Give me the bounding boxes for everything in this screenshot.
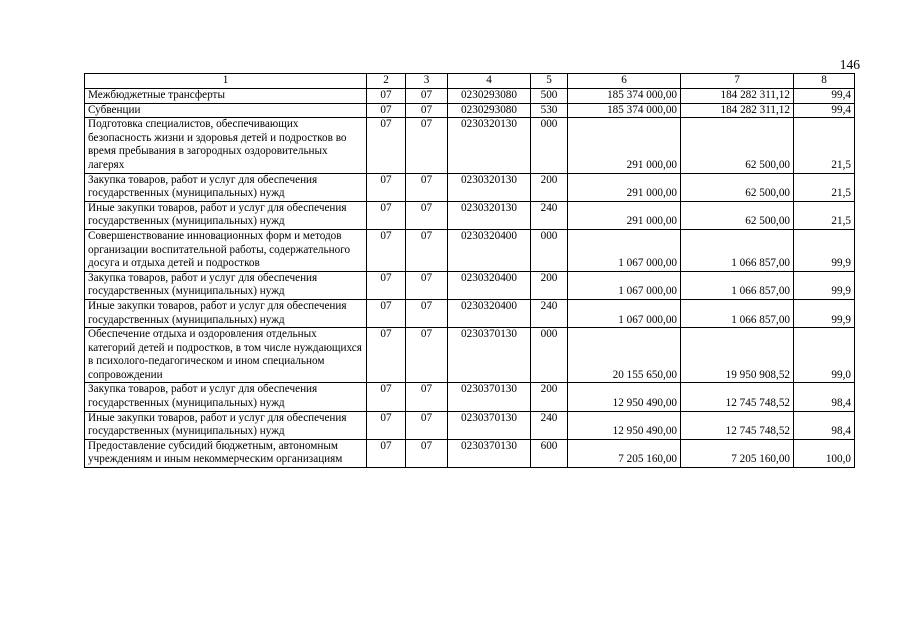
section-code: 07: [367, 328, 406, 383]
planned-amount: 185 374 000,00: [568, 103, 681, 118]
item-name: Иные закупки товаров, работ и услуг для обеспечения государственных (муниципальных) нужд: [85, 299, 367, 327]
section-code: 07: [367, 299, 406, 327]
item-name: Иные закупки товаров, работ и услуг для обеспечения государственных (муниципальных) нужд: [85, 411, 367, 439]
planned-amount: 1 067 000,00: [568, 229, 681, 271]
expense-type-code: 200: [531, 383, 568, 411]
subsection-code: 07: [406, 439, 448, 467]
executed-amount: 19 950 908,52: [681, 328, 794, 383]
subsection-code: 07: [406, 173, 448, 201]
section-code: 07: [367, 173, 406, 201]
item-name: Совершенствование инновационных форм и методов организации воспитательной работы, содержательного досуга и отдыха детей и подростков: [85, 229, 367, 271]
table-row: [85, 103, 855, 118]
subsection-code: 07: [406, 328, 448, 383]
table-row: [85, 299, 855, 327]
target-article-code: 0230320400: [448, 271, 531, 299]
subsection-code: 07: [406, 383, 448, 411]
subsection-code: 07: [406, 299, 448, 327]
item-name: Закупка товаров, работ и услуг для обеспечения государственных (муниципальных) нужд: [85, 383, 367, 411]
target-article-code: 0230320130: [448, 118, 531, 173]
item-name: Иные закупки товаров, работ и услуг для обеспечения государственных (муниципальных) нужд: [85, 201, 367, 229]
table-row: [85, 173, 855, 201]
subsection-code: 07: [406, 411, 448, 439]
header-row: [85, 74, 855, 89]
header-cell: 3: [406, 74, 448, 89]
expense-type-code: 000: [531, 328, 568, 383]
item-name: Субвенции: [85, 103, 367, 118]
execution-percent: 98,4: [794, 411, 855, 439]
section-code: 07: [367, 229, 406, 271]
executed-amount: 12 745 748,52: [681, 383, 794, 411]
expense-type-code: 000: [531, 118, 568, 173]
executed-amount: 1 066 857,00: [681, 299, 794, 327]
target-article-code: 0230320130: [448, 173, 531, 201]
executed-amount: 1 066 857,00: [681, 271, 794, 299]
subsection-code: 07: [406, 118, 448, 173]
target-article-code: 0230370130: [448, 328, 531, 383]
header-cell: 5: [531, 74, 568, 89]
header-cell: 6: [568, 74, 681, 89]
expense-type-code: 240: [531, 299, 568, 327]
expense-type-code: 500: [531, 89, 568, 104]
item-name: Закупка товаров, работ и услуг для обеспечения государственных (муниципальных) нужд: [85, 173, 367, 201]
executed-amount: 62 500,00: [681, 118, 794, 173]
section-code: 07: [367, 103, 406, 118]
page-number: 146: [839, 57, 860, 72]
table-row: [85, 411, 855, 439]
target-article-code: 0230320130: [448, 201, 531, 229]
execution-percent: 99,9: [794, 229, 855, 271]
table-row: [85, 89, 855, 104]
executed-amount: 12 745 748,52: [681, 411, 794, 439]
execution-percent: 100,0: [794, 439, 855, 467]
planned-amount: 291 000,00: [568, 201, 681, 229]
item-name: Подготовка специалистов, обеспечивающих безопасность жизни и здоровья детей и подростков во время пребывания в загородных оздоровительных лагерях: [85, 118, 367, 173]
subsection-code: 07: [406, 271, 448, 299]
table-row: [85, 229, 855, 271]
execution-percent: 99,9: [794, 299, 855, 327]
item-name: Предоставление субсидий бюджетным, автономным учреждениям и иным некоммерческим организациям: [85, 439, 367, 467]
header-cell: 7: [681, 74, 794, 89]
header-cell: 4: [448, 74, 531, 89]
expense-type-code: 200: [531, 271, 568, 299]
item-name: Обеспечение отдыха и оздоровления отдельных категорий детей и подростков, в том числе нуждающихся в психолого-педагогическом и ином специальном сопровождении: [85, 328, 367, 383]
section-code: 07: [367, 411, 406, 439]
section-code: 07: [367, 439, 406, 467]
section-code: 07: [367, 118, 406, 173]
planned-amount: 7 205 160,00: [568, 439, 681, 467]
planned-amount: 12 950 490,00: [568, 411, 681, 439]
execution-percent: 21,5: [794, 173, 855, 201]
expense-type-code: 200: [531, 173, 568, 201]
execution-percent: 99,4: [794, 103, 855, 118]
section-code: 07: [367, 383, 406, 411]
executed-amount: 62 500,00: [681, 173, 794, 201]
executed-amount: 1 066 857,00: [681, 229, 794, 271]
execution-percent: 21,5: [794, 201, 855, 229]
table-row: [85, 383, 855, 411]
header-cell: 8: [794, 74, 855, 89]
table-row: [85, 328, 855, 383]
expense-type-code: 530: [531, 103, 568, 118]
section-code: 07: [367, 201, 406, 229]
planned-amount: 20 155 650,00: [568, 328, 681, 383]
target-article-code: 0230370130: [448, 411, 531, 439]
target-article-code: 0230293080: [448, 89, 531, 104]
subsection-code: 07: [406, 89, 448, 104]
expense-type-code: 000: [531, 229, 568, 271]
table-row: [85, 271, 855, 299]
subsection-code: 07: [406, 201, 448, 229]
planned-amount: 12 950 490,00: [568, 383, 681, 411]
header-cell: 2: [367, 74, 406, 89]
executed-amount: 7 205 160,00: [681, 439, 794, 467]
executed-amount: 184 282 311,12: [681, 89, 794, 104]
budget-table: [84, 73, 855, 468]
target-article-code: 0230320400: [448, 299, 531, 327]
expense-type-code: 240: [531, 411, 568, 439]
section-code: 07: [367, 271, 406, 299]
target-article-code: 0230370130: [448, 439, 531, 467]
execution-percent: 99,9: [794, 271, 855, 299]
item-name: Межбюджетные трансферты: [85, 89, 367, 104]
executed-amount: 62 500,00: [681, 201, 794, 229]
expense-type-code: 240: [531, 201, 568, 229]
table-row: [85, 118, 855, 173]
planned-amount: 1 067 000,00: [568, 299, 681, 327]
table-row: [85, 201, 855, 229]
target-article-code: 0230293080: [448, 103, 531, 118]
planned-amount: 1 067 000,00: [568, 271, 681, 299]
item-name: Закупка товаров, работ и услуг для обеспечения государственных (муниципальных) нужд: [85, 271, 367, 299]
execution-percent: 99,4: [794, 89, 855, 104]
subsection-code: 07: [406, 229, 448, 271]
subsection-code: 07: [406, 103, 448, 118]
target-article-code: 0230320400: [448, 229, 531, 271]
executed-amount: 184 282 311,12: [681, 103, 794, 118]
execution-percent: 98,4: [794, 383, 855, 411]
execution-percent: 99,0: [794, 328, 855, 383]
expense-type-code: 600: [531, 439, 568, 467]
planned-amount: 291 000,00: [568, 173, 681, 201]
section-code: 07: [367, 89, 406, 104]
planned-amount: 291 000,00: [568, 118, 681, 173]
table-row: [85, 439, 855, 467]
execution-percent: 21,5: [794, 118, 855, 173]
header-cell: 1: [85, 74, 367, 89]
planned-amount: 185 374 000,00: [568, 89, 681, 104]
target-article-code: 0230370130: [448, 383, 531, 411]
